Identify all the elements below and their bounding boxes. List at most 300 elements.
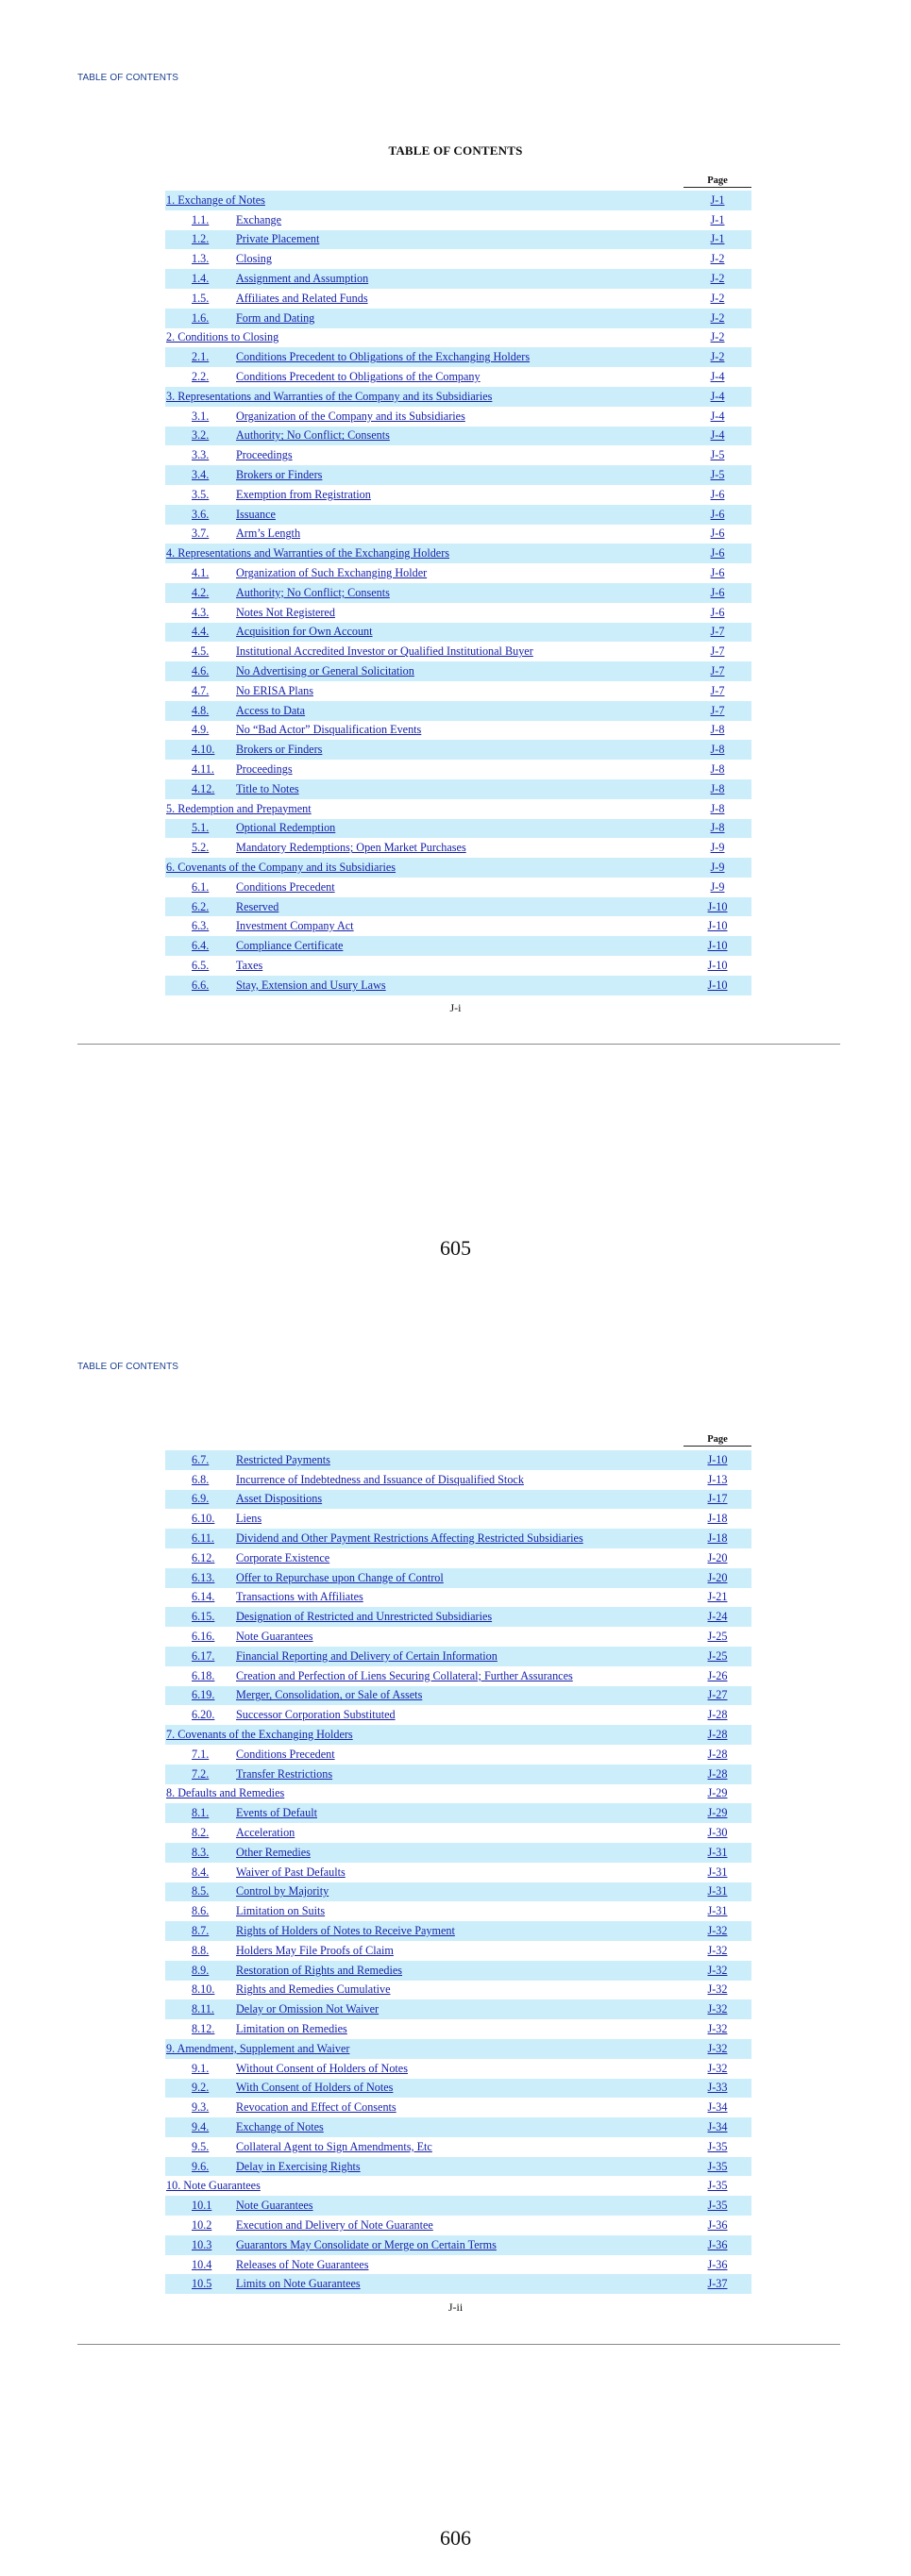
toc-item-link[interactable]: No Advertising or General Solicitation	[236, 664, 414, 678]
toc-page-link[interactable]: J-36	[707, 2257, 728, 2271]
toc-page-link[interactable]: J-8	[710, 781, 725, 795]
toc-subsection-row	[165, 445, 751, 465]
toc-item-link[interactable]: Transactions with Affiliates	[236, 1590, 363, 1604]
toc-item-link[interactable]: Limitation on Remedies	[236, 2022, 347, 2035]
toc-subsection-row	[165, 2216, 751, 2235]
toc-subsection-row	[165, 956, 751, 976]
toc-item-link[interactable]: Other Remedies	[236, 1845, 311, 1859]
toc-item-number-link[interactable]: 6.12.	[192, 1550, 215, 1564]
toc-subsection-row	[165, 779, 751, 799]
page-divider	[77, 1044, 840, 1045]
toc-page-link[interactable]: J-35	[707, 2139, 728, 2153]
toc-page-link[interactable]: J-32	[707, 1924, 728, 1938]
toc-item-link[interactable]: No “Bad Actor” Disqualification Events	[236, 723, 422, 737]
toc-page-link[interactable]: J-6	[710, 507, 725, 521]
toc-item-number-link[interactable]: 3.4.	[192, 468, 210, 482]
toc-item-number-link[interactable]: 8.5.	[192, 1884, 210, 1899]
toc-subsection-row	[165, 1941, 751, 1961]
toc-item-number-link[interactable]: 6.10.	[192, 1512, 215, 1526]
toc-item-link[interactable]: Conditions Precedent	[236, 1747, 335, 1761]
toc-subsection-row	[165, 838, 751, 858]
toc-page-link[interactable]: J-9	[710, 879, 725, 894]
toc-subsection-row	[165, 1548, 751, 1568]
toc-item-link[interactable]: Creation and Perfection of Liens Securing Collateral; Further Assurances	[236, 1668, 573, 1682]
toc-section-row	[165, 2176, 751, 2196]
folio: J-ii	[447, 2300, 464, 2314]
toc-item-link[interactable]: Limitation on Suits	[236, 1904, 326, 1918]
toc-item-number-link[interactable]: 3.7.	[192, 527, 210, 541]
toc-item-number-link[interactable]: 8.10.	[192, 1982, 215, 1997]
toc-item-link[interactable]: Rights and Remedies Cumulative	[236, 1982, 391, 1997]
toc-page-link[interactable]: J-4	[710, 389, 725, 403]
toc-page-link[interactable]: J-2	[710, 252, 725, 266]
toc-page-link[interactable]: J-13	[707, 1472, 728, 1486]
toc-item-number-link[interactable]: 3.5.	[192, 487, 210, 501]
toc-page-link[interactable]: J-10	[707, 1452, 728, 1466]
toc-item-number-link[interactable]: 5.1.	[192, 821, 210, 835]
toc-page-link[interactable]: J-31	[707, 1904, 728, 1918]
toc-item-link[interactable]: Reserved	[236, 899, 279, 913]
page-number: 605	[440, 1236, 471, 1260]
toc-item-link[interactable]: Closing	[236, 252, 272, 266]
toc-item-number-link[interactable]: 6.16.	[192, 1630, 215, 1644]
toc-page-link[interactable]: J-29	[707, 1806, 728, 1820]
toc-item-link[interactable]: Control by Majority	[236, 1884, 329, 1899]
toc-page-link[interactable]: J-18	[707, 1512, 728, 1526]
toc-page-link[interactable]: J-35	[707, 2179, 728, 2193]
toc-page-link[interactable]: J-27	[707, 1688, 728, 1702]
toc-item-number-link[interactable]: 1.1.	[192, 212, 210, 226]
toc-item-link[interactable]: Collateral Agent to Sign Amendments, Etc	[236, 2139, 432, 2153]
toc-page-link[interactable]: J-9	[710, 860, 725, 874]
toc-item-link[interactable]: Access to Data	[236, 703, 306, 717]
toc-item-link[interactable]: Rights of Holders of Notes to Receive Payment	[236, 1924, 455, 1938]
toc-page-link[interactable]: J-1	[710, 192, 725, 207]
toc-item-link[interactable]: Exemption from Registration	[236, 487, 371, 501]
toc-item-number-link[interactable]: 6.15.	[192, 1610, 215, 1624]
toc-item-number-link[interactable]: 6.5.	[192, 958, 210, 972]
toc-item-link[interactable]: Dividend and Other Payment Restrictions Affecting Restricted Subsidiaries	[236, 1531, 583, 1546]
toc-item-number-link[interactable]: 1.5.	[192, 291, 210, 305]
toc-page-link[interactable]: J-28	[707, 1708, 728, 1722]
toc-subsection-row	[165, 1607, 751, 1627]
toc-item-link[interactable]: Corporate Existence	[236, 1550, 330, 1564]
toc-section-link[interactable]: 7. Covenants of the Exchanging Holders	[166, 1728, 353, 1742]
toc-page-link[interactable]: J-32	[707, 1982, 728, 1997]
toc-page-link[interactable]: J-32	[707, 2041, 728, 2055]
toc-item-link[interactable]: Issuance	[236, 507, 276, 521]
toc-item-number-link[interactable]: 6.2.	[192, 899, 210, 913]
toc-section-link[interactable]: 6. Covenants of the Company and its Subsidiaries	[166, 860, 396, 874]
toc-item-link[interactable]: Form and Dating	[236, 310, 315, 325]
toc-item-link[interactable]: Conditions Precedent to Obligations of the Company	[236, 370, 481, 384]
toc-item-link[interactable]: Execution and Delivery of Note Guarantee	[236, 2217, 433, 2232]
toc-item-number-link[interactable]: 6.11.	[192, 1531, 214, 1546]
toc-page-link[interactable]: J-34	[707, 2119, 728, 2133]
toc-subsection-row	[165, 1999, 751, 2019]
toc-item-link[interactable]: Exchange	[236, 212, 282, 226]
toc-item-link[interactable]: Note Guarantees	[236, 2199, 313, 2213]
toc-item-link[interactable]: Stay, Extension and Usury Laws	[236, 978, 386, 992]
toc-item-number-link[interactable]: 6.17.	[192, 1648, 215, 1663]
toc-item-number-link[interactable]: 7.1.	[192, 1747, 210, 1761]
toc-page-link[interactable]: J-8	[710, 801, 725, 815]
toc-section-link[interactable]: 1. Exchange of Notes	[166, 192, 265, 207]
toc-item-number-link[interactable]: 6.3.	[192, 919, 210, 933]
toc-page-link[interactable]: J-5	[710, 468, 725, 482]
toc-subsection-row	[165, 642, 751, 661]
toc-subsection-row	[165, 2117, 751, 2137]
toc-item-link[interactable]: With Consent of Holders of Notes	[236, 2081, 394, 2095]
toc-item-number-link[interactable]: 8.12.	[192, 2022, 215, 2035]
toc-page-link[interactable]: J-20	[707, 1570, 728, 1584]
toc-page-link[interactable]: J-10	[707, 978, 728, 992]
table-of-contents-link[interactable]: TABLE OF CONTENTS	[77, 1362, 179, 1372]
toc-item-link[interactable]: Offer to Repurchase upon Change of Control	[236, 1570, 444, 1584]
toc-item-number-link[interactable]: 8.8.	[192, 1943, 210, 1957]
toc-item-number-link[interactable]: 10.3	[192, 2237, 212, 2251]
toc-item-link[interactable]: Acquisition for Own Account	[236, 625, 373, 639]
toc-page-link[interactable]: J-1	[710, 212, 725, 226]
toc-page-link[interactable]: J-8	[710, 821, 725, 835]
toc-section-link[interactable]: 8. Defaults and Remedies	[166, 1786, 285, 1800]
toc-item-number-link[interactable]: 3.1.	[192, 409, 210, 423]
toc-page-link[interactable]: J-32	[707, 1943, 728, 1957]
toc-subsection-row	[165, 269, 751, 289]
toc-page-link[interactable]: J-29	[707, 1786, 728, 1800]
toc-item-number-link[interactable]: 4.5.	[192, 644, 210, 659]
toc-subsection-row	[165, 2235, 751, 2255]
toc-item-link[interactable]: Designation of Restricted and Unrestricted Subsidiaries	[236, 1610, 493, 1624]
toc-item-link[interactable]: Arm’s Length	[236, 527, 301, 541]
toc-page-link[interactable]: J-36	[707, 2237, 728, 2251]
toc-item-link[interactable]: Merger, Consolidation, or Sale of Assets	[236, 1688, 423, 1702]
toc-item-number-link[interactable]: 6.9.	[192, 1492, 210, 1506]
toc-page-link[interactable]: J-31	[707, 1865, 728, 1879]
toc-item-number-link[interactable]: 3.2.	[192, 428, 210, 443]
toc-page-link[interactable]: J-10	[707, 919, 728, 933]
toc-section-link[interactable]: 3. Representations and Warranties of the Company and its Subsidiaries	[166, 389, 493, 403]
toc-item-link[interactable]: Investment Company Act	[236, 919, 354, 933]
toc-subsection-row	[165, 603, 751, 623]
toc-item-link[interactable]: Authority; No Conflict; Consents	[236, 585, 390, 599]
toc-item-link[interactable]: Events of Default	[236, 1806, 317, 1820]
toc-subsection-row	[165, 309, 751, 328]
toc-page-link[interactable]: J-32	[707, 1963, 728, 1977]
toc-section-row	[165, 858, 751, 878]
toc-page-link[interactable]: J-17	[707, 1492, 728, 1506]
toc-page-link[interactable]: J-7	[710, 644, 725, 659]
toc-page-link[interactable]: J-7	[710, 625, 725, 639]
toc-item-link[interactable]: Assignment and Assumption	[236, 272, 369, 286]
toc-page-link[interactable]: J-33	[707, 2081, 728, 2095]
toc-page-link[interactable]: J-6	[710, 605, 725, 619]
toc-page-link[interactable]: J-25	[707, 1648, 728, 1663]
toc-page-link[interactable]: J-10	[707, 899, 728, 913]
toc-item-number-link[interactable]: 4.6.	[192, 664, 210, 678]
toc-item-number-link[interactable]: 10.2	[192, 2217, 212, 2232]
toc-item-number-link[interactable]: 1.6.	[192, 310, 210, 325]
toc-page-link[interactable]: J-7	[710, 683, 725, 697]
toc-subsection-row	[165, 819, 751, 839]
toc-page-link[interactable]: J-28	[707, 1766, 728, 1781]
toc-subsection-row	[165, 367, 751, 387]
toc-item-number-link[interactable]: 4.3.	[192, 605, 210, 619]
toc-page-link[interactable]: J-20	[707, 1550, 728, 1564]
toc-item-number-link[interactable]: 6.19.	[192, 1688, 215, 1702]
toc-subsection-row	[165, 1981, 751, 2000]
toc-item-link[interactable]: Conditions Precedent to Obligations of the Exchanging Holders	[236, 350, 531, 364]
toc-item-link[interactable]: Authority; No Conflict; Consents	[236, 428, 390, 443]
toc-section-link[interactable]: 10. Note Guarantees	[166, 2179, 261, 2193]
toc-page-link[interactable]: J-4	[710, 428, 725, 443]
toc-item-number-link[interactable]: 8.3.	[192, 1845, 210, 1859]
toc-page-link[interactable]: J-2	[710, 272, 725, 286]
toc-item-link[interactable]: Acceleration	[236, 1826, 295, 1840]
toc-item-link[interactable]: Financial Reporting and Delivery of Certain Information	[236, 1648, 498, 1663]
toc-page-link[interactable]: J-9	[710, 841, 725, 855]
toc-page-link[interactable]: J-4	[710, 370, 725, 384]
toc-page-link[interactable]: J-8	[710, 723, 725, 737]
toc-item-number-link[interactable]: 7.2.	[192, 1766, 210, 1781]
toc-item-link[interactable]: Brokers or Finders	[236, 743, 323, 757]
toc-item-number-link[interactable]: 9.6.	[192, 2159, 210, 2173]
folio: J-i	[449, 1001, 462, 1014]
toc-section-row	[165, 799, 751, 819]
toc-page-link[interactable]: J-6	[710, 566, 725, 580]
toc-item-number-link[interactable]: 4.11.	[192, 762, 214, 776]
toc-item-link[interactable]: Private Placement	[236, 232, 320, 246]
toc-subsection-row	[165, 2079, 751, 2099]
toc-item-link[interactable]: Waiver of Past Defaults	[236, 1865, 346, 1879]
toc-section-link[interactable]: 4. Representations and Warranties of the Exchanging Holders	[166, 546, 450, 560]
toc-item-number-link[interactable]: 4.12.	[192, 781, 215, 795]
toc-item-link[interactable]: Holders May File Proofs of Claim	[236, 1943, 394, 1957]
toc-item-number-link[interactable]: 1.4.	[192, 272, 210, 286]
toc-page-link[interactable]: J-2	[710, 310, 725, 325]
toc-page-link[interactable]: J-21	[707, 1590, 728, 1604]
toc-item-link[interactable]: Conditions Precedent	[236, 879, 335, 894]
toc-item-link[interactable]: Releases of Note Guarantees	[236, 2257, 369, 2271]
toc-item-link[interactable]: Taxes	[236, 958, 263, 972]
toc-item-number-link[interactable]: 6.6.	[192, 978, 210, 992]
toc-item-number-link[interactable]: 4.4.	[192, 625, 210, 639]
toc-item-link[interactable]: Note Guarantees	[236, 1630, 313, 1644]
toc-subsection-row	[165, 347, 751, 367]
toc-item-number-link[interactable]: 8.4.	[192, 1865, 210, 1879]
toc-section-link[interactable]: 9. Amendment, Supplement and Waiver	[166, 2041, 350, 2055]
toc-item-number-link[interactable]: 4.10.	[192, 743, 215, 757]
toc-item-link[interactable]: Brokers or Finders	[236, 468, 323, 482]
toc-page-link[interactable]: J-8	[710, 743, 725, 757]
toc-item-number-link[interactable]: 8.2.	[192, 1826, 210, 1840]
toc-page-link[interactable]: J-2	[710, 350, 725, 364]
toc-item-link[interactable]: Proceedings	[236, 762, 293, 776]
toc-item-link[interactable]: Notes Not Registered	[236, 605, 335, 619]
toc-page-link[interactable]: J-6	[710, 546, 725, 560]
toc-item-number-link[interactable]: 3.3.	[192, 448, 210, 462]
toc-item-link[interactable]: Guarantors May Consolidate or Merge on Certain Terms	[236, 2237, 497, 2251]
toc-subsection-row	[165, 1666, 751, 1686]
toc-item-number-link[interactable]: 8.1.	[192, 1806, 210, 1820]
toc-page-link[interactable]: J-6	[710, 527, 725, 541]
toc-item-number-link[interactable]: 8.6.	[192, 1904, 210, 1918]
toc-item-link[interactable]: Successor Corporation Substituted	[236, 1708, 396, 1722]
toc-item-link[interactable]: Compliance Certificate	[236, 939, 344, 953]
toc-item-number-link[interactable]: 1.2.	[192, 232, 210, 246]
toc-item-link[interactable]: Asset Dispositions	[236, 1492, 323, 1506]
toc-item-number-link[interactable]: 1.3.	[192, 252, 210, 266]
toc-item-number-link[interactable]: 6.13.	[192, 1570, 215, 1584]
toc-item-link[interactable]: Liens	[236, 1512, 262, 1526]
toc-subsection-row	[165, 230, 751, 250]
toc-page-link[interactable]: J-2	[710, 291, 725, 305]
toc-item-link[interactable]: Incurrence of Indebtedness and Issuance of Disqualified Stock	[236, 1472, 524, 1486]
toc-item-link[interactable]: Delay in Exercising Rights	[236, 2159, 361, 2173]
toc-page-link[interactable]: J-32	[707, 2022, 728, 2035]
table-of-contents-link[interactable]: TABLE OF CONTENTS	[77, 73, 179, 83]
toc-item-link[interactable]: No ERISA Plans	[236, 683, 313, 697]
toc-subsection-row	[165, 485, 751, 505]
toc-item-number-link[interactable]: 4.8.	[192, 703, 210, 717]
toc-item-link[interactable]: Exchange of Notes	[236, 2119, 324, 2133]
toc-subsection-row	[165, 1686, 751, 1706]
toc-page-link[interactable]: J-10	[707, 958, 728, 972]
toc-item-number-link[interactable]: 8.7.	[192, 1924, 210, 1938]
toc-page-link[interactable]: J-18	[707, 1531, 728, 1546]
toc-page-link[interactable]: J-4	[710, 409, 725, 423]
toc-item-link[interactable]: Title to Notes	[236, 781, 299, 795]
toc-subsection-row	[165, 1765, 751, 1784]
toc-page-link[interactable]: J-35	[707, 2199, 728, 2213]
toc-page-link[interactable]: J-6	[710, 487, 725, 501]
toc-item-number-link[interactable]: 9.1.	[192, 2061, 210, 2075]
toc-item-link[interactable]: Proceedings	[236, 448, 293, 462]
toc-item-number-link[interactable]: 9.2.	[192, 2081, 210, 2095]
toc-item-number-link[interactable]: 4.1.	[192, 566, 210, 580]
toc-item-number-link[interactable]: 8.11.	[192, 2002, 214, 2016]
toc-item-link[interactable]: Revocation and Effect of Consents	[236, 2100, 396, 2115]
toc-item-link[interactable]: Organization of Such Exchanging Holder	[236, 566, 428, 580]
toc-item-link[interactable]: Delay or Omission Not Waiver	[236, 2002, 380, 2016]
toc-subsection-row	[165, 2098, 751, 2117]
toc-item-number-link[interactable]: 9.3.	[192, 2100, 210, 2115]
page-column-header: Page	[683, 176, 751, 188]
toc-item-link[interactable]: Optional Redemption	[236, 821, 336, 835]
toc-item-link[interactable]: Mandatory Redemptions; Open Market Purchases	[236, 841, 466, 855]
toc-subsection-row	[165, 1627, 751, 1647]
toc-page-link[interactable]: J-10	[707, 939, 728, 953]
toc-item-link[interactable]: Limits on Note Guarantees	[236, 2277, 361, 2291]
toc-item-link[interactable]: Institutional Accredited Investor or Qualified Institutional Buyer	[236, 644, 533, 659]
toc-subsection-row	[165, 249, 751, 269]
toc-page-link[interactable]: J-7	[710, 703, 725, 717]
toc-page-link[interactable]: J-25	[707, 1630, 728, 1644]
toc-section-row	[165, 544, 751, 563]
toc-item-number-link[interactable]: 2.2.	[192, 370, 210, 384]
toc-subsection-row	[165, 760, 751, 779]
toc-item-number-link[interactable]: 4.2.	[192, 585, 210, 599]
toc-page-link[interactable]: J-26	[707, 1668, 728, 1682]
toc-subsection-row	[165, 427, 751, 446]
toc-section-row	[165, 2039, 751, 2059]
toc-page-link[interactable]: J-34	[707, 2100, 728, 2115]
toc-item-number-link[interactable]: 10.1	[192, 2199, 212, 2213]
toc-page-link[interactable]: J-1	[710, 232, 725, 246]
toc-page-link[interactable]: J-5	[710, 448, 725, 462]
toc-item-number-link[interactable]: 6.8.	[192, 1472, 210, 1486]
toc-page-link[interactable]: J-8	[710, 762, 725, 776]
toc-item-number-link[interactable]: 6.14.	[192, 1590, 215, 1604]
toc-subsection-row	[165, 1823, 751, 1843]
toc-page-link[interactable]: J-36	[707, 2217, 728, 2232]
toc-item-link[interactable]: Without Consent of Holders of Notes	[236, 2061, 408, 2075]
toc-item-number-link[interactable]: 6.7.	[192, 1452, 210, 1466]
toc-subsection-row	[165, 1843, 751, 1863]
toc-page-link[interactable]: J-32	[707, 2061, 728, 2075]
toc-item-link[interactable]: Transfer Restrictions	[236, 1766, 333, 1781]
toc-item-number-link[interactable]: 9.5.	[192, 2139, 210, 2153]
toc-page-link[interactable]: J-30	[707, 1826, 728, 1840]
toc-subsection-row	[165, 701, 751, 721]
toc-section-row	[165, 387, 751, 407]
toc-page-link[interactable]: J-7	[710, 664, 725, 678]
toc-page-link[interactable]: J-2	[710, 330, 725, 344]
toc-section-link[interactable]: 2. Conditions to Closing	[166, 330, 279, 344]
page-column-header: Page	[683, 1434, 751, 1447]
toc-item-number-link[interactable]: 6.1.	[192, 879, 210, 894]
toc-subsection-row	[165, 1470, 751, 1490]
toc-item-number-link[interactable]: 6.4.	[192, 939, 210, 953]
toc-section-row	[165, 328, 751, 348]
toc-section-row	[165, 1784, 751, 1804]
toc-item-number-link[interactable]: 9.4.	[192, 2119, 210, 2133]
toc-page-link[interactable]: J-31	[707, 1845, 728, 1859]
toc-subsection-row	[165, 1901, 751, 1921]
toc-page-link[interactable]: J-6	[710, 585, 725, 599]
toc-item-number-link[interactable]: 10.4	[192, 2257, 212, 2271]
toc-page-link[interactable]: J-37	[707, 2277, 728, 2291]
toc-item-link[interactable]: Affiliates and Related Funds	[236, 291, 368, 305]
toc-page-link[interactable]: J-32	[707, 2002, 728, 2016]
toc-page-link[interactable]: J-24	[707, 1610, 728, 1624]
toc-page-link[interactable]: J-31	[707, 1884, 728, 1899]
toc-subsection-row	[165, 289, 751, 309]
toc-page-link[interactable]: J-28	[707, 1728, 728, 1742]
toc-item-link[interactable]: Organization of the Company and its Subsidiaries	[236, 409, 465, 423]
toc-item-number-link[interactable]: 2.1.	[192, 350, 210, 364]
toc-page-link[interactable]: J-28	[707, 1747, 728, 1761]
toc-subsection-row	[165, 740, 751, 760]
toc-page-link[interactable]: J-35	[707, 2159, 728, 2173]
toc-item-number-link[interactable]: 6.18.	[192, 1668, 215, 1682]
toc-item-number-link[interactable]: 10.5	[192, 2277, 212, 2291]
toc-item-number-link[interactable]: 8.9.	[192, 1963, 210, 1977]
toc-subsection-row	[165, 681, 751, 701]
toc-item-link[interactable]: Restricted Payments	[236, 1452, 330, 1466]
toc-section-link[interactable]: 5. Redemption and Prepayment	[166, 801, 312, 815]
toc-item-number-link[interactable]: 4.9.	[192, 723, 210, 737]
toc-item-number-link[interactable]: 4.7.	[192, 683, 210, 697]
toc-item-number-link[interactable]: 5.2.	[192, 841, 210, 855]
toc-subsection-row	[165, 1863, 751, 1882]
toc-item-number-link[interactable]: 6.20.	[192, 1708, 215, 1722]
toc-section-row	[165, 1725, 751, 1745]
toc-subsection-row	[165, 1921, 751, 1941]
toc-item-number-link[interactable]: 3.6.	[192, 507, 210, 521]
toc-subsection-row	[165, 936, 751, 956]
toc-item-link[interactable]: Restoration of Rights and Remedies	[236, 1963, 403, 1977]
